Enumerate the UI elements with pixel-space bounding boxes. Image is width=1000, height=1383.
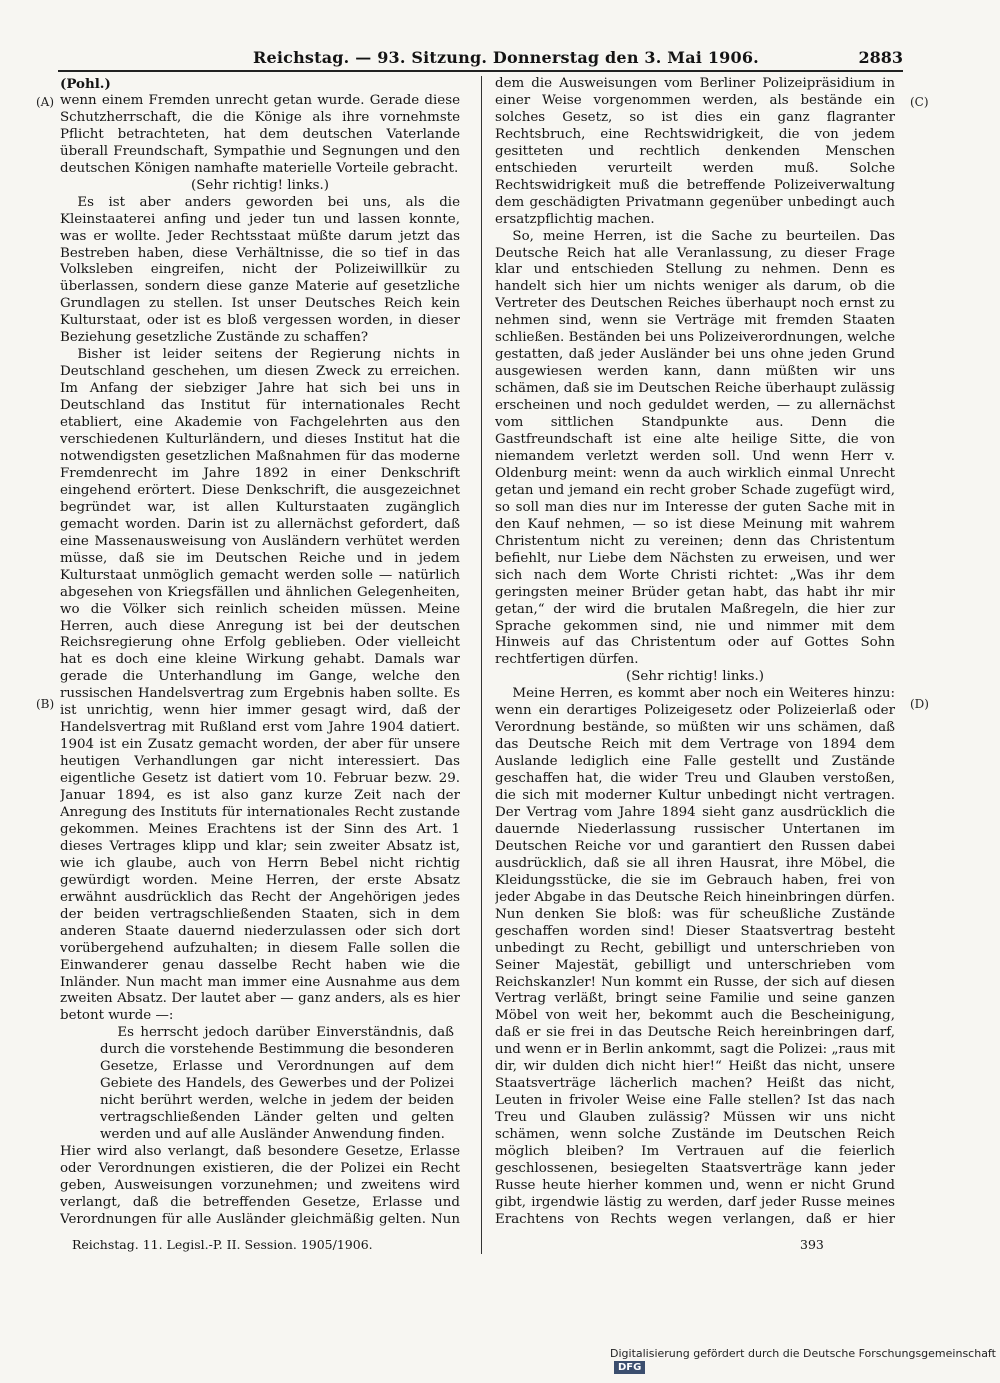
stage-direction: (Sehr richtig! links.) [626,669,764,685]
paragraph: Hier wird also verlangt, daß besondere Gesetze, Erlasse oder Verordnungen existieren, die der Polizei ein Recht geben, Ausweisungen vorzunehmen; und zweitens wird verlangt, daß die betreffenden Gesetze, Erlasse und Verordnungen für alle Ausländer gleichmäßig gelten. Nun [60,1144,460,1226]
margin-marker-a: (A) [36,95,55,109]
dfg-logo: DFG [614,1361,645,1374]
paragraph: dem die Ausweisungen vom Berliner Polizeipräsidium in einer Weise vorgenommen werden, als bestände ein solches Gesetz, so ist dies ein ganz flagranter Rechtsbruch, eine Rechtswidrigkeit, die von jedem gesitteten und rechtlich denkenden Menschen entschieden verurteilt werden muß. Solche Rechtswidrigkeit muß die betreffende Polizeiverwaltung dem geschädigten Privatmann gegenüber unbedingt auch ersatzpflichtig machen. [495,76,895,227]
stage-direction: (Sehr richtig! links.) [191,177,329,193]
paragraph: Meine Herren, es kommt aber noch ein Weiteres hinzu: wenn ein derartiges Polizeigesetz oder Polizeierlaß oder Verordnung bestände, so müßten wir uns schämen, daß das Deutsche Reich mit dem Vertrage von 1894 dem Auslande lediglich eine Falle gestellt und Zustände geschaffen hat, die wider Treu und Glauben verstoßen, die sich mit moderner Kultur unbedingt nicht vertragen. Der Vertrag vom Jahre 1894 sieht ganz ausdrücklich die dauernde Niederlassung russischer Untertanen im Deutschen Reiche vor und garantiert den Russen dabei ausdrücklich, daß sie all ihren Hausrat, ihre Möbel, die Kleidungsstücke, die sie im Gebrauch haben, frei von jeder Abgabe in das Deutsche Reich hineinbringen dürfen. Nun denken Sie bloß: was für scheußliche Zustände geschaffen worden sind! Dieser Staatsvertrag besteht unbedingt zu Recht, gebilligt und unterschrieben von Seiner Majestät, gebilligt und unterschrieben vom Reichskanzler! Nun kommt ein Russe, der sich auf diesen Vertrag verläßt, bringt seine Familie und seine ganzen Möbel von weit her, bekommt auch die Bescheinigung, daß er sie frei in das Deutsche Reich hereinbringen darf, und wenn er in Berlin ankommt, sagt die Polizei: „raus mit dir, wir dulden dich nicht hier!“ Heißt das nicht, unsere Staatsverträge lächerlich machen? Heißt das nicht, Leuten in frivoler Weise eine Falle stellen? Ist das nach Treu und Glauben zulässig? Müssen wir uns nicht schämen, wenn solche Zustände im Deutschen Reich möglich bleiben? Im Vertrauen auf die feierlich geschlossenen, besiegelten Staatsverträge kann jeder Russe heute hierher kommen und, wenn er nicht Grund gibt, irgendwie lästig zu werden, darf jeder Russe meines Erachtens von Rechts wegen verlangen, daß er hier [495,686,895,1226]
margin-marker-c: (C) [910,95,929,109]
paragraph: Es ist aber anders geworden bei uns, als die Kleinstaaterei anfing und jeder tun und lassen konnte, was er wollte. Jeder Rechtsstaat müßte darum jetzt das Bestreben haben, diese Verhältnisse, die so tief in das Volksleben eingreifen, nicht der Polizeiwillkür zu überlassen, sondern diese ganze Materie auf gesetzliche Grundlagen zu stellen. Ist unser Deutsches Reich kein Kulturstaat, oder ist es bloß vergessen worden, in dieser Beziehung gesetzliche Zustände zu schaffen? [60,194,460,346]
column-divider [481,76,482,1254]
digitization-credit [610,1347,1000,1374]
credit-text: Digitalisierung gefördert durch die Deutsche Forschungsgemeinschaft [610,1347,996,1360]
right-column [495,76,895,1226]
footer-signature: 393 [800,1237,824,1252]
footer-session: Reichstag. 11. Legisl.-P. II. Session. 1905/1906. [72,1237,373,1252]
paragraph: So, meine Herren, ist die Sache zu beurteilen. Das Deutsche Reich hat alle Veranlassung, zu dieser Frage klar und entschieden Stellung zu nehmen. Denn es handelt sich hier um nichts weniger als darum, ob die Vertreter des Deutschen Reiches überhaupt noch ernst zu nehmen sind, wenn sie Verträge mit fremden Staaten schließen. Beständen bei uns Polizeiverordnungen, welche gestatten, daß jeder Ausländer bei uns ohne jeden Grund ausgewiesen werden kann, dann müßten wir uns schämen, daß sie im Deutschen Reiche überhaupt zulässig erscheinen und noch geduldet werden, — zu allernächst vom sittlichen Standpunkte aus. Denn die Gastfreundschaft ist eine alte heilige Sitte, die von niemandem verletzt werden soll. Und wenn Herr v. Oldenburg meint: wenn da auch wirklich einmal Unrecht getan und jemand ein recht grober Schade zugefügt wird, so soll man dies nur im Interesse der guten Sache mit in den Kauf nehmen, — so ist diese Meinung mit wahrem Christentum nicht zu vereinen; denn das Christentum befiehlt, nur Liebe dem Nächsten zu erweisen, und wer sich nach dem Worte Christi richtet: „Was ihr dem geringsten meiner Brüder getan habt, das habt ihr mir getan,“ der wird die brutalen Maßregeln, die hier zur Sprache gekommen sind, nie und nimmer mit dem Hinweis auf das Christentum oder auf Gottes Sohn rechtfertigen dürfen. [495,228,895,668]
running-header [58,44,903,70]
paragraph: wenn einem Fremden unrecht getan wurde. Gerade diese Schutzherrschaft, die die Könige als ihre vornehmste Pflicht betrachteten, hat dem deutschen Vaterlande überall Freundschaft, Sympathie und Segnungen und den deutschen Königen namhafte materielle Vorteile gebracht. [60,92,460,176]
speaker-label: (Pohl.) [60,76,111,92]
margin-marker-d: (D) [910,697,929,711]
paragraph: Bisher ist leider seitens der Regierung nichts in Deutschland geschehen, um diesen Zweck zu erreichen. Im Anfang der siebziger Jahre hat sich bei uns in Deutschland das Institut für internationales Recht etabliert, eine Akademie von Fachgelehrten aus den verschiedenen Kulturländern, und dieses Institut hat die notwendigsten gesetzlichen Maßnahmen für das moderne Fremdenrecht im Jahre 1892 in einer Denkschrift eingehend erörtert. Diese Denkschrift, die ausgezeichnet begründet war, ist allen Kulturstaaten zugänglich gemacht worden. Darin ist zu allernächst gefordert, daß eine Massenausweisung von Ausländern verhütet werden müsse, daß sie im Deutschen Reiche und in jedem Kulturstaat unmöglich gemacht werden solle — natürlich abgesehen von Kriegsfällen und ähnlichen Gelegenheiten, wo die Völker sich reinlich scheiden müssen. Meine Herren, auch diese Anregung ist bei der deutschen Reichsregierung ohne Erfolg geblieben. Oder vielleicht hat es doch eine kleine Wirkung gehabt. Damals war gerade die Unterhandlung im Gange, welche den russischen Handelsvertrag zum Ergebnis haben sollte. Es ist unrichtig, wenn hier immer gesagt wird, daß der Handelsvertrag mit Rußland erst vom Jahre 1904 datiert. 1904 ist ein Zusatz gemacht worden, der aber für unsere heutigen Verhandlungen gar nicht interessiert. Das eigentliche Gesetz ist datiert vom 10. Februar bezw. 29. Januar 1894, es ist also ganz kurze Zeit nach der Anregung des Instituts für internationales Recht zustande gekommen. Meines Erachtens ist der Sinn des Art. 1 dieses Vertrages klipp und klar; sein zweiter Absatz ist, wie ich glaube, auch von Herrn Bebel nicht richtig gewürdigt worden. Meine Herren, der erste Absatz erwähnt ausdrücklich das Recht der Angehörigen jedes der beiden vertragschließenden Staaten, sich in dem anderen Staate dauernd niederzulassen oder sich dort vorübergehend aufzuhalten; in diesem Falle sollen die Einwanderer genau dasselbe Recht haben wie die Inländer. Nun macht man immer eine Ausnahme aus dem zweiten Absatz. Der lautet aber — ganz anders, als es hier betont wurde —: [60,347,460,1024]
left-column [60,76,460,1226]
page-number: 2883 [858,48,903,67]
header-title: Reichstag. — 93. Sitzung. Donnerstag den 3. Mai 1906. [253,48,759,67]
header-rule [58,70,903,72]
margin-marker-b: (B) [36,697,55,711]
block-quote: Es herrscht jedoch darüber Einverständnis, daß durch die vorstehende Bestimmung die besonderen Gesetze, Erlasse und Verordnungen auf dem Gebiete des Handels, des Gewerbes und der Polizei nicht berührt werden, welche in jedem der beiden vertragschließenden Länder gelten und gelten werden und auf alle Ausländer Anwendung finden. [100,1025,454,1143]
